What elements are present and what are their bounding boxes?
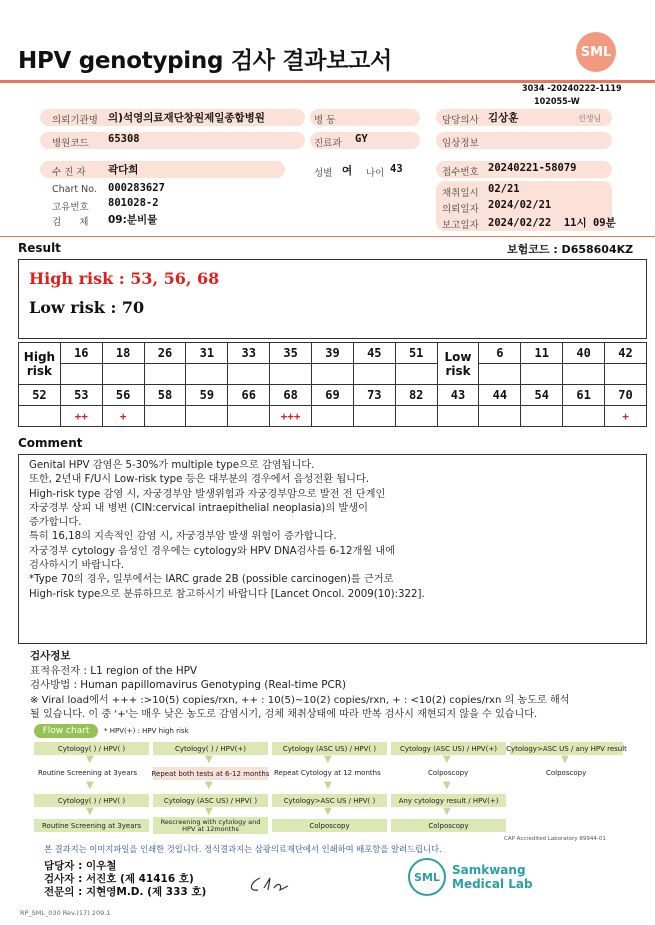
flow-box: Colposcopy [391,819,506,832]
divider [0,80,655,83]
genotype-cell: 51 [395,343,437,364]
comment-line: 검사하시기 바랍니다. [29,560,125,572]
comment-line: High-risk type 감염 시, 자궁경부암 발생위험과 자궁경부암으로 발전 전 단계인 [29,488,386,500]
dept-value: GY [355,133,368,145]
comment-heading: Comment [18,436,83,450]
chart-value: 000283627 [108,182,165,194]
genotype-cell: 53 [60,385,102,406]
flow-box: Any cytology result / HPV(+) [391,794,506,807]
genotype-cell: 11 [521,343,563,364]
genotype-row [19,343,647,364]
genotype-cell: + [605,406,647,427]
test-method: 검사방법 : Human papillomavirus Genotyping (Real-time PCR) [30,679,347,691]
id-label: 고유번호 [52,202,89,213]
genotype-cell [605,364,647,385]
genotype-cell: 45 [353,343,395,364]
print-notice: 본 결과지는 이미지파일을 인쇄한 것입니다. 정식결과지는 삼광의료재단에서 인쇄하여 배포함을 알려드립니다. [44,844,442,854]
genotype-cell [144,406,186,427]
genotype-cell: 58 [144,385,186,406]
risk-summary-box [18,259,647,339]
doctor-value: 김상훈 [488,112,519,124]
sml-footer-logo: SML [408,858,446,896]
genotype-row [19,406,647,427]
genotype-cell: 66 [228,385,270,406]
genotype-cell: 39 [312,343,354,364]
cap-note: CAP Accredited Laboratory 89944-01 [504,836,606,842]
flow-box: Cytology (ASC US) / HPV( ) [272,742,387,755]
company-name: Samkwang [452,863,526,877]
report-value: 2024/02/22 11시 09분 [488,217,616,229]
comment-line: 증가합니다. [29,517,82,529]
comment-line: 특히 16,18의 지속적인 감염 시, 자궁경부암 발생 위험이 증가합니다. [29,531,337,543]
genotype-cell: 33 [228,343,270,364]
collect-value: 02/21 [488,183,520,195]
comment-line: High-risk type으로 분류하므로 참고하시기 바랍니다 [Lancet Oncol. 2009(10):322]. [29,588,425,600]
flow-box: Cytology (ASC US) / HPV(+) [391,742,506,755]
genotype-cell: 16 [60,343,102,364]
genotype-cell [228,406,270,427]
comment-box [18,454,647,644]
chart-label: Chart No. [52,184,97,195]
genotype-cell [270,364,312,385]
viral-load-note: ※ Viral load에서 +++ :>10(5) copies/rxn, ++ : 10(5)~10(2) copies/rxn, + : <10(2) copies/rxn 의 농도로 해석 [30,695,570,706]
id-value: 801028-2 [108,197,159,209]
genotype-cell [19,406,61,427]
comment-line: 자궁경부 상피 내 병변 (CIN:cervical intraepithelial neoplasia)의 발생이 [29,502,368,514]
flow-box: Cytology (ASC US) / HPV( ) [153,794,268,807]
code-value: 65308 [108,133,140,145]
genotype-cell: ++ [60,406,102,427]
name-label: 수 진 자 [52,167,86,178]
specimen-label: 검 체 [52,217,89,228]
genotype-cell: 54 [521,385,563,406]
flow-step: Colposcopy [546,769,587,777]
receipt-value: 20240221-58079 [488,162,577,174]
genotype-cell: 31 [186,343,228,364]
ref-number-2: 102055-W [534,97,580,107]
genotype-cell [353,364,395,385]
flow-box: Routine Screening at 3years [34,819,149,832]
tester: 검사자 : 서진호 (제 41416 호) [44,873,194,885]
owner: 담당자 : 이우철 [44,860,117,872]
genotype-cell: +++ [270,406,312,427]
genotype-cell: 26 [144,343,186,364]
viral-load-note-2: 될 있습니다. 이 중 '+'는 매우 낮은 농도로 감염시기, 검체 채취상태에 따라 반복 검사시 재현되지 않을 수 있습니다. [30,709,538,720]
genotype-cell: 6 [479,343,521,364]
genotype-cell [353,406,395,427]
genotype-cell: 59 [186,385,228,406]
collect-label: 채취일시 [442,188,479,199]
doctor-label: 담당의사 [442,115,479,126]
genotype-cell [395,406,437,427]
flow-box: Cytology( ) / HPV( ) [34,742,149,755]
genotype-cell [312,406,354,427]
result-heading: Result [18,241,61,255]
receipt-label: 접수번호 [442,167,479,178]
flow-box: Cytology>ASC US / any HPV result [510,742,623,755]
sex-label: 성별 [314,168,333,179]
flow-chart-label: Flow chart [34,724,98,738]
hospital-value: 의)석영의료재단창원제일종합병원 [108,112,265,124]
genotype-cell: 56 [102,385,144,406]
genotype-cell: 68 [270,385,312,406]
sex-value: 여 [342,165,353,177]
genotype-cell [563,406,605,427]
flow-step: Colposcopy [428,769,469,777]
genotype-cell [60,364,102,385]
genotype-cell [479,406,521,427]
genotype-cell [437,406,479,427]
hospital-label: 의뢰기관명 [52,115,98,126]
flow-box: Cytology( ) / HPV(+) [153,742,268,755]
genotype-cell: High risk [19,343,61,385]
genotype-cell: 70 [605,385,647,406]
genotype-cell [563,364,605,385]
request-label: 의뢰일자 [442,204,479,215]
comment-line: 또한, 2년내 F/U시 Low-risk type 등은 대부분의 경우에서 음성전환 됩니다. [29,474,370,486]
genotype-cell: 35 [270,343,312,364]
flow-legend: * HPV(+) : HPV high risk [104,727,189,735]
flow-box: Cytology( ) / HPV( ) [34,794,149,807]
flow-step: Routine Screening at 3years [38,769,138,777]
genotype-cell: 42 [605,343,647,364]
genotype-row [19,364,647,385]
report-label: 보고일자 [442,220,479,231]
genotype-cell: + [102,406,144,427]
genotype-cell [479,364,521,385]
specialist: 전문의 : 지현영M.D. (제 333 호) [44,886,207,898]
genotype-cell: 69 [312,385,354,406]
genotype-cell: 52 [19,385,61,406]
doctor-suffix: 선생님 [578,114,602,123]
genotype-cell [186,364,228,385]
genotype-cell [395,364,437,385]
flow-box: Repeat both tests at 6-12 months [153,767,268,780]
genotype-cell: 40 [563,343,605,364]
comment-line: *Type 70의 경우, 일부에서는 IARC grade 2B (possible carcinogen)를 근거로 [29,574,394,586]
genotype-cell [521,364,563,385]
low-risk-summary: Low risk : 70 [29,298,145,317]
genotype-cell [521,406,563,427]
specimen-value: 09:분비물 [108,214,158,226]
high-risk-summary: High risk : 53, 56, 68 [29,269,220,288]
genotype-cell [312,364,354,385]
clinical-label: 임상정보 [442,138,479,149]
ward-label: 병 동 [314,115,336,126]
genotype-cell: Low risk [437,343,479,385]
dept-label: 진료과 [314,138,342,149]
test-info-heading: 검사정보 [30,650,71,662]
company-name-2: Medical Lab [452,877,533,891]
form-number: RP_SML_030 Rev.(17) 209.1 [20,909,111,917]
genotype-cell [144,364,186,385]
name-value: 곽다희 [108,164,139,176]
genotype-cell [186,406,228,427]
age-label: 나이 [366,168,385,179]
genotype-cell: 18 [102,343,144,364]
request-value: 2024/02/21 [488,199,552,211]
genotype-cell: 82 [395,385,437,406]
genotype-row [19,385,647,406]
comment-line: 자궁경부 cytology 음성인 경우에는 cytology와 HPV DNA검사를 6-12개월 내에 [29,545,396,557]
genotype-cell: 44 [479,385,521,406]
flow-step: Repeat Cytology at 12 months [274,769,381,777]
page-title: HPV genotyping 검사 결과보고서 [18,48,392,74]
sml-logo: SML [576,32,616,72]
genotype-cell: 43 [437,385,479,406]
genotype-cell: 73 [353,385,395,406]
ref-number: 3034 -20240222-1119 [522,84,622,94]
flow-box: Cytology>ASC US / HPV( ) [272,794,387,807]
genotype-table [18,342,647,427]
flow-box: Rescreening with cytology and HPV at 12months [153,817,268,834]
code-label: 병원코드 [52,138,89,149]
genotype-cell [228,364,270,385]
age-value: 43 [390,163,403,175]
genotype-cell [102,364,144,385]
comment-line: Genital HPV 감염은 5-30%가 multiple type으로 감염됩니다. [29,460,315,471]
target-gene: 표적유전자 : L1 region of the HPV [30,665,198,677]
genotype-cell: 61 [563,385,605,406]
flow-box: Colposcopy [272,819,387,832]
signature-icon [246,872,294,896]
insurance-code: 보험코드 : D658604KZ [507,243,634,256]
